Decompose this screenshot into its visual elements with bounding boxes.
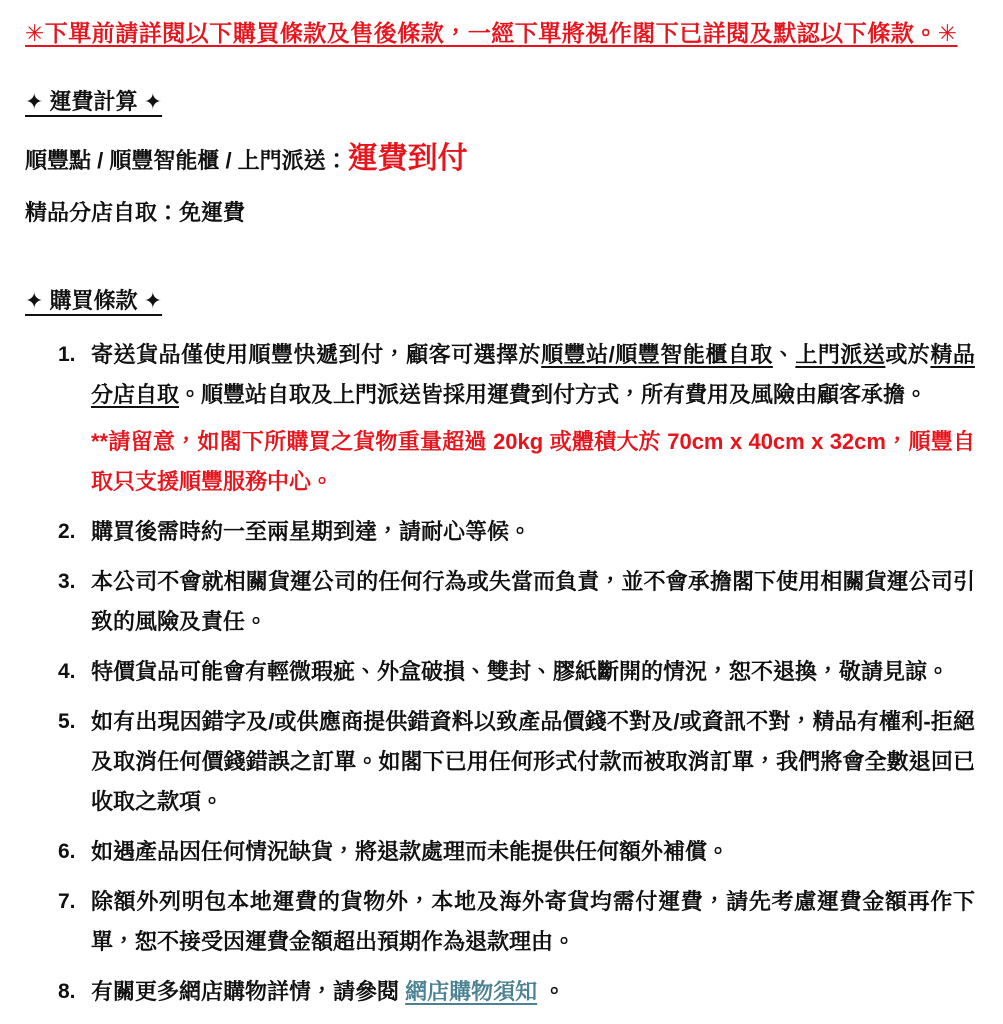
notice-banner: ✳下單前請詳閱以下購買條款及售後條款，一經下單將視作閣下已詳閱及默認以下條款。✳: [25, 20, 958, 46]
text-segment: 如有出現因錯字及/或供應商提供錯資料以致產品價錢不對及/或資訊不對，精品有權利-拒絕及取消任何價錢錯誤之訂單。如閣下已用任何形式付款而被取消訂單，我們將會全數退回已收取之款項。: [91, 709, 975, 815]
text-segment: 精品分店自取: [91, 342, 975, 408]
text-segment: **請留意，如閣下所購買之貨物重量超過 20kg 或體積大於 70cm x 40cm x 32cm，順豐自取只支援順豐服務中心。: [91, 429, 975, 495]
term-item-paragraph: [91, 562, 975, 642]
text-segment: 。: [537, 979, 566, 1005]
term-item-red-note: [91, 422, 975, 502]
text-segment: 如遇產品因任何情況缺貨，將退款處理而未能提供任何額外補償。: [91, 839, 730, 865]
text-segment: 或於: [885, 342, 931, 368]
term-item-paragraph: [91, 702, 975, 822]
term-item-content: [91, 335, 975, 502]
term-item: [25, 652, 975, 692]
text-segment: 寄送貨品僅使用順豐快遞到付，顧客可選擇於: [91, 342, 542, 368]
term-item-content: [91, 702, 975, 822]
term-item-number: 8.: [58, 980, 76, 1004]
term-item: [25, 832, 975, 872]
term-item-paragraph: [91, 972, 975, 1012]
term-item-paragraph: [91, 882, 975, 962]
text-segment: 。順豐站自取及上門派送皆採用運費到付方式，所有費用及風險由顧客承擔。: [179, 382, 928, 408]
term-item: [25, 702, 975, 822]
term-item: [25, 335, 975, 502]
term-item-number: 4.: [58, 660, 76, 684]
term-item-content: [91, 652, 975, 692]
text-segment: 特價貨品可能會有輕微瑕疵、外盒破損、雙封、膠紙斷開的情況，恕不退換，敬請見諒。: [91, 659, 950, 685]
term-item-number: 2.: [58, 520, 76, 544]
store-shopping-guide-link[interactable]: 網店購物須知: [405, 979, 538, 1005]
text-segment: 除額外列明包本地運費的貨物外，本地及海外寄貨均需付運費，請先考慮運費金額再作下單，恕不接受因運費金額超出預期作為退款理由。: [91, 889, 975, 955]
term-item-content: [91, 562, 975, 642]
term-item-paragraph: [91, 512, 975, 552]
text-segment: 運費到付: [347, 142, 468, 176]
term-item: [25, 512, 975, 552]
terms-heading-row: [25, 284, 975, 315]
term-item: [25, 972, 975, 1012]
term-item-number: 7.: [58, 890, 76, 914]
term-item-content: [91, 832, 975, 872]
text-segment: 購買後需時約一至兩星期到達，請耐心等候。: [91, 519, 532, 545]
term-item: [25, 562, 975, 642]
term-item: [25, 882, 975, 962]
text-segment: 順豐點 / 順豐智能櫃 / 上門派送：: [25, 148, 348, 174]
shipping-section-heading: ✦ 運費計算 ✦: [25, 89, 163, 115]
term-item-number: 1.: [58, 343, 76, 367]
terms-list: [25, 335, 975, 1012]
term-item-paragraph: [91, 832, 975, 872]
term-item-number: 6.: [58, 840, 76, 864]
text-segment: 順豐站/順豐智能櫃自取: [541, 342, 773, 368]
text-segment: 本公司不會就相關貨運公司的任何行為或失當而負責，並不會承擔閣下使用相關貨運公司引致的風險及責任。: [91, 569, 975, 635]
store-pickup-line: 精品分店自取：免運費: [25, 200, 246, 226]
shipping-methods-line: [25, 140, 975, 180]
term-item-content: [91, 512, 975, 552]
text-segment: 有關更多網店購物詳情，請參閱: [91, 979, 406, 1005]
term-item-content: [91, 882, 975, 962]
text-segment: 上門派送: [795, 342, 886, 368]
term-item-paragraph: [91, 335, 975, 415]
shipping-heading-row: [25, 85, 975, 116]
term-item-number: 3.: [58, 570, 76, 594]
term-item-paragraph: [91, 652, 975, 692]
term-item-number: 5.: [58, 710, 76, 734]
text-segment: 、: [772, 342, 796, 368]
terms-section-heading: ✦ 購買條款 ✦: [25, 288, 163, 314]
term-item-content: [91, 972, 975, 1012]
